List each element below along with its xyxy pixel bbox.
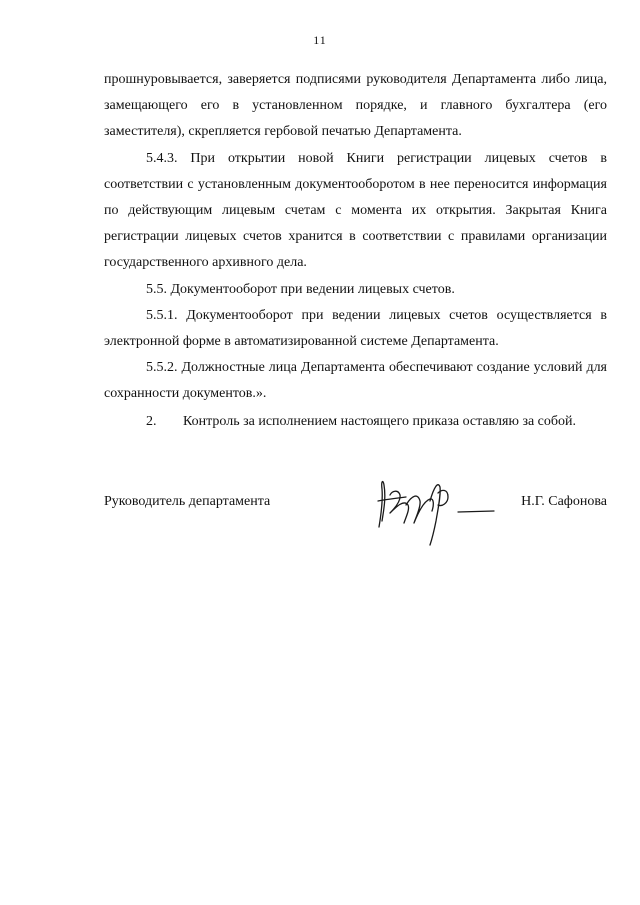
clause-number: 2. (146, 414, 157, 429)
paragraph-5-5: 5.5. Документооборот при ведении лицевых счетов. (146, 281, 455, 297)
signatory-name: Н.Г. Сафонова (521, 494, 607, 509)
handwritten-signature (368, 465, 508, 550)
document-body (104, 67, 607, 408)
signatory-position: Руководитель департамента (104, 494, 271, 509)
clause-text: Контроль за исполнением настоящего приказа оставляю за собой. (183, 414, 577, 429)
page-number: 11 (313, 33, 327, 47)
paragraph-5-5-1: 5.5.1. Документооборот при ведении лицевых счетов осуществляется в электронной форме в автоматизированной системе Департамента. (104, 307, 607, 350)
paragraph-continuation: прошнуровывается, заверяется подписями руководителя Департамента либо лица, замещающего его в установленном порядке, и главного бухгалтера (его заместителя), скрепляется гербовой печатью Департамента. (104, 72, 607, 140)
paragraph-5-4-3: 5.4.3. При открытии новой Книги регистрации лицевых счетов в соответствии с установленным документооборотом в нее переносится информация по действующим лицевым счетам с момента их открытия. Закрытая Книга регистрации лицевых счетов хранится в соответствии с правилами организации государственного архивного дела. (104, 150, 607, 271)
paragraph-5-5-2: 5.5.2. Должностные лица Департамента обеспечивают создание условий для сохранности документов.». (104, 360, 607, 402)
